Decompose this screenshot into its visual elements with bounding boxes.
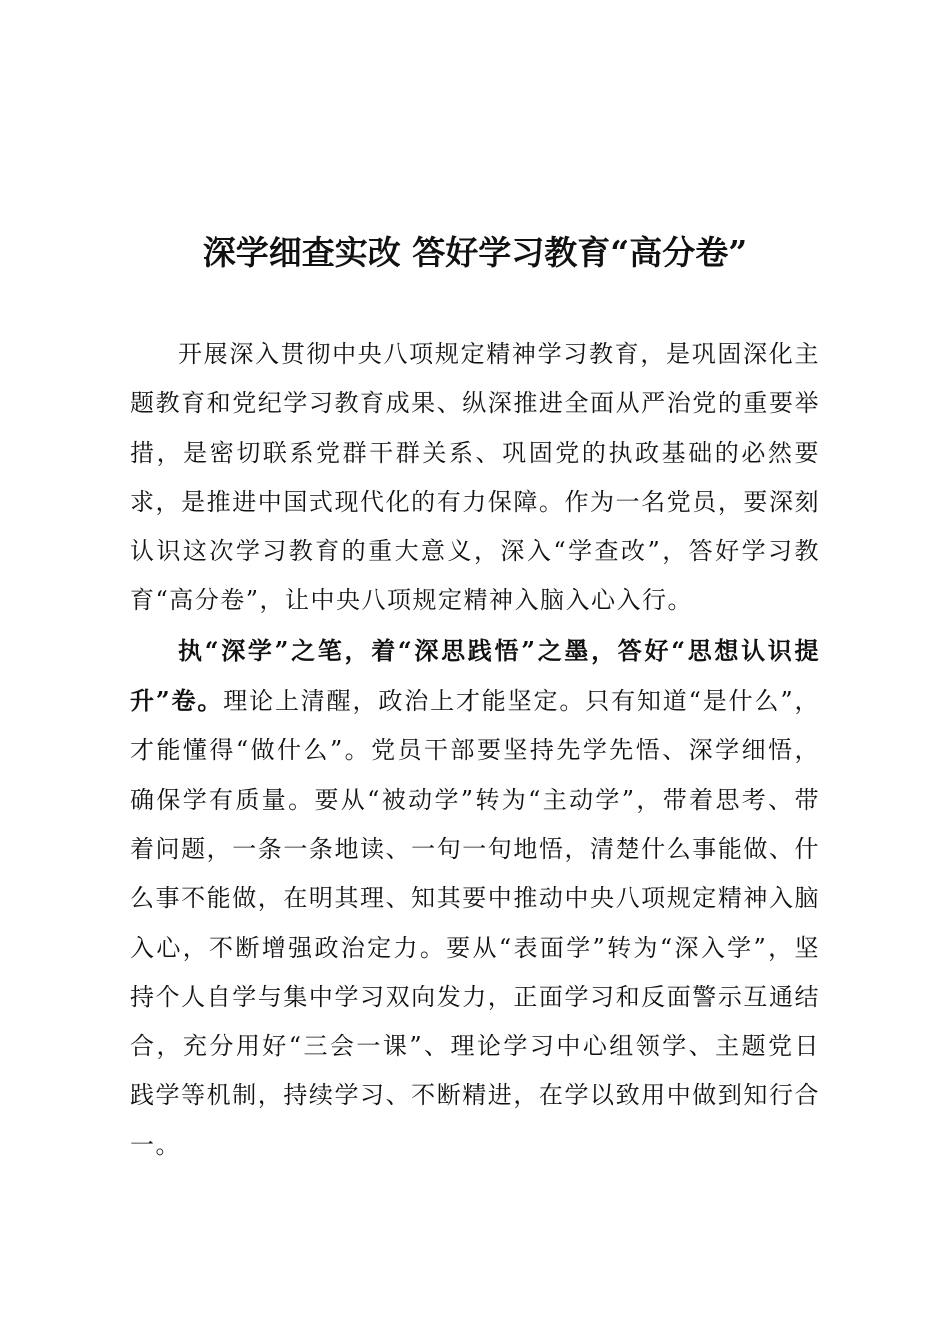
paragraph-1 [130, 330, 820, 626]
paragraph-2 [130, 626, 820, 1170]
paragraph-1-text: 开展深入贯彻中央八项规定精神学习教育，是巩固深化主题教育和党纪学习教育成果、纵深推进全面从严治党的重要举措，是密切联系党群干群关系、巩固党的执政基础的必然要求，是推进中国式现代化的有力保障。作为一名党员，要深刻认识这次学习教育的重大意义，深入“学查改”，答好学习教育“高分卷”，让中央八项规定精神入脑入心入行。 [130, 340, 820, 615]
document-title: 深学细查实改 答好学习教育“高分卷” [202, 233, 748, 272]
paragraph-2-lead: 执“深学”之笔，着“深思践悟”之墨，答好“思想认识提升”卷。 [130, 635, 820, 716]
paragraph-2-text: 理论上清醒，政治上才能坚定。只有知道“是什么”，才能懂得“做什么”。党员干部要坚持先学先悟、深学细悟，确保学有质量。要从“被动学”转为“主动学”，带着思考、带着问题，一条一条地读、一句一句地悟，清楚什么事能做、什么事不能做，在明其理、知其要中推动中央八项规定精神入脑入心，不断增强政治定力。要从“表面学”转为“深入学”，坚持个人自学与集中学习双向发力，正面学习和反面警示互通结合，充分用好“三会一课”、理论学习中心组领学、主题党日践学等机制，持续学习、不断精进，在学以致用中做到知行合一。 [130, 687, 820, 1159]
document-body [130, 330, 820, 1170]
